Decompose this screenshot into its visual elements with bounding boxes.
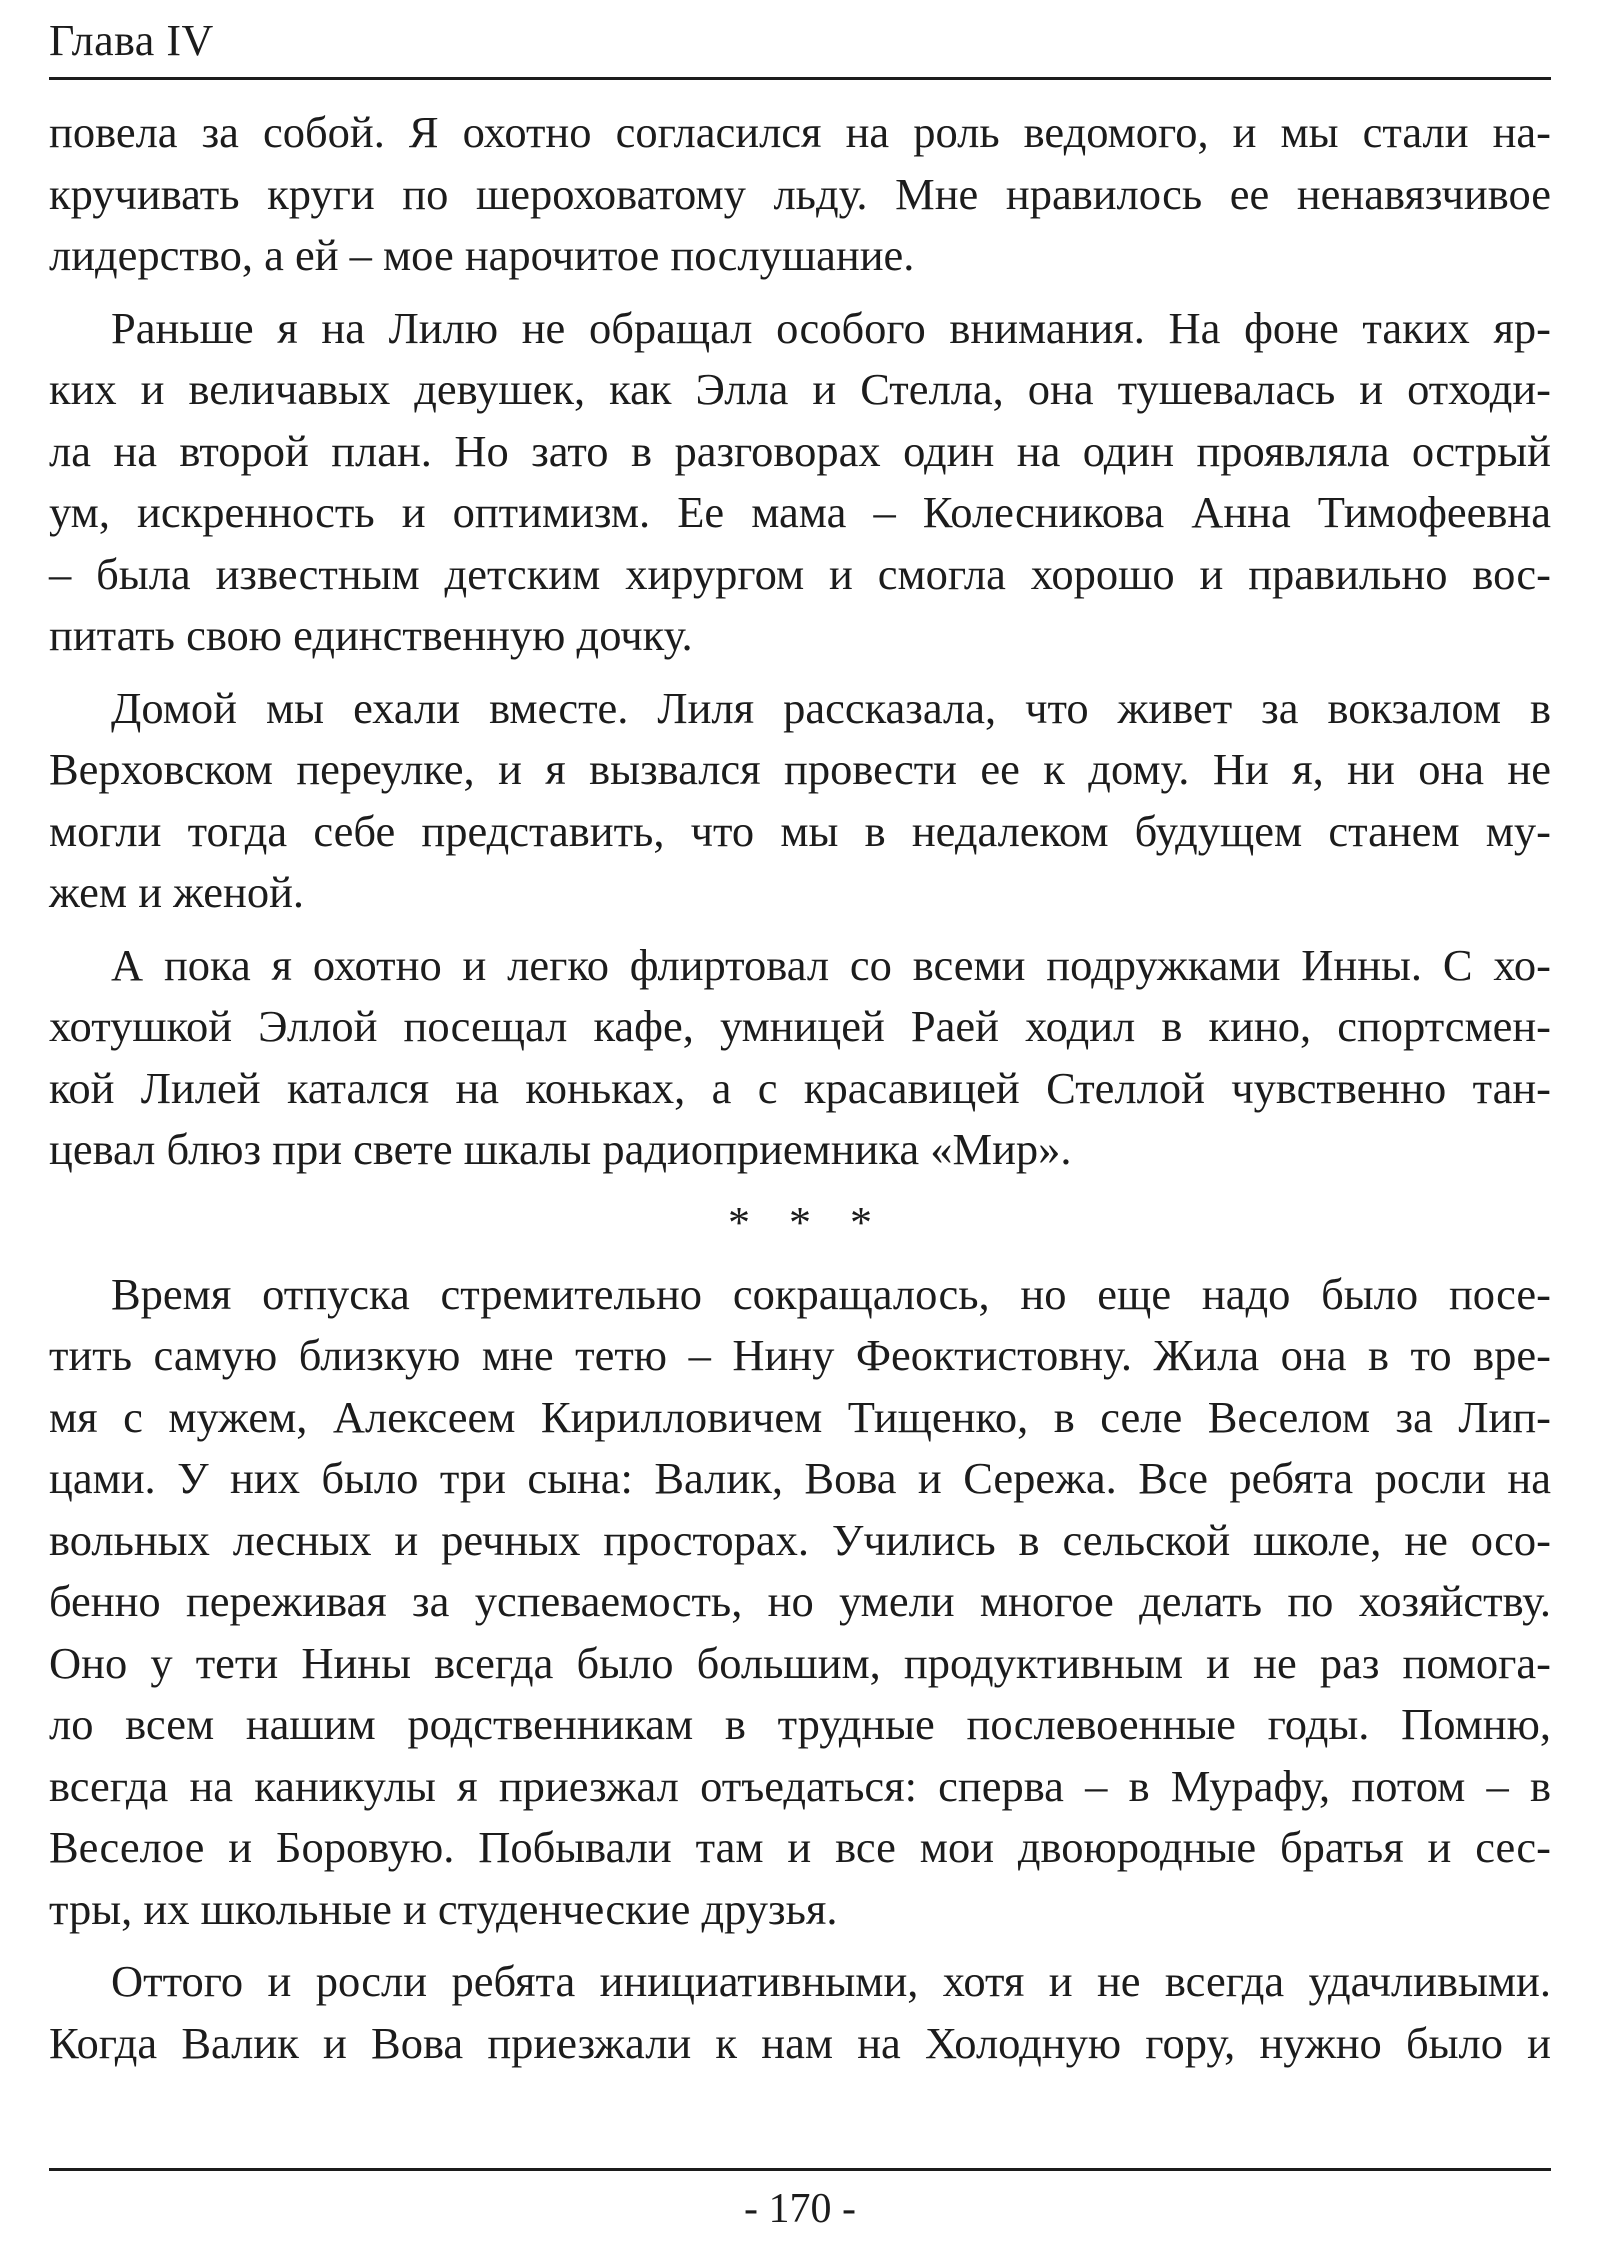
text-line: цевал блюз при свете шкалы радиоприемника «Мир». [49, 1124, 1072, 1174]
section-separator: * * * [728, 1197, 886, 1247]
text-line: питать свою единственную дочку. [49, 610, 693, 660]
text-line: Домой мы ехали вместе. Лиля рассказала, что живет за вокзалом в [111, 682, 1551, 733]
text-line: Верховском переулке, и я вызвался провести ее к дому. Ни я, ни она не [49, 744, 1551, 794]
text-line: хотушкой Эллой посещал кафе, умницей Раей ходил в кино, спортсмен- [49, 1001, 1551, 1051]
text-line: кой Лилей катался на коньках, а с красавицей Стеллой чувственно тан- [49, 1062, 1551, 1113]
text-line: Веселое и Боровую. Побывали там и все мои двоюродные братья и сес- [49, 1822, 1551, 1872]
book-page [49, 0, 1551, 2249]
text-line: бенно переживая за успеваемость, но умели многое делать по хозяйству. [49, 1576, 1551, 1626]
running-head: Глава IV [49, 16, 214, 65]
text-line: лидерство, а ей – мое нарочитое послушание. [49, 230, 915, 280]
paragraph-2 [49, 298, 1551, 667]
text-line: цами. У них было три сына: Валик, Вова и Сережа. Все ребята росли на [49, 1453, 1551, 1503]
text-line: тры, их школьные и студенческие друзья. [49, 1883, 838, 1934]
text-line: Раньше я на Лилю не обращал особого внимания. На фоне таких яр- [111, 302, 1551, 353]
text-line: Оно у тети Нины всегда было большим, продуктивным и не раз помога- [49, 1637, 1551, 1688]
text-line: А пока я охотно и легко флиртовал со всеми подружками Инны. С хо- [111, 939, 1551, 990]
paragraph-3 [49, 678, 1551, 924]
text-line: мя с мужем, Алексеем Кирилловичем Тищенко, в селе Веселом за Лип- [49, 1391, 1551, 1442]
page-number: - 170 - [744, 2186, 856, 2232]
text-line: кручивать круги по шероховатому льду. Мне нравилось ее ненавязчивое [49, 168, 1551, 219]
footer-rule [49, 2168, 1551, 2171]
header-rule [49, 77, 1551, 80]
paragraph-4 [49, 935, 1551, 1181]
text-line: повела за собой. Я охотно согласился на роль ведомого, и мы стали на- [49, 107, 1551, 157]
body-text [49, 102, 1551, 2085]
text-line: ум, искренность и оптимизм. Ее мама – Колесникова Анна Тимофеевна [49, 487, 1551, 537]
text-line: всегда на каникулы я приезжал отъедаться: сперва – в Мурафу, потом – в [49, 1760, 1551, 1811]
text-line: ло всем нашим родственникам в трудные послевоенные годы. Помню, [49, 1699, 1551, 1749]
text-line: Когда Валик и Вова приезжали к нам на Холодную гору, нужно было и [49, 2017, 1551, 2068]
paragraph-1 [49, 102, 1551, 287]
text-line: вольных лесных и речных просторах. Учились в сельской школе, не осо- [49, 1514, 1551, 1565]
text-line: жем и женой. [49, 867, 305, 917]
text-line: тить самую близкую мне тетю – Нину Феоктистовну. Жила она в то вре- [49, 1330, 1551, 1380]
text-line: – была известным детским хирургом и смогла хорошо и правильно вос- [49, 548, 1551, 599]
text-line: ла на второй план. Но зато в разговорах один на один проявляла острый [49, 425, 1551, 476]
text-line: Время отпуска стремительно сокращалось, но еще надо было посе- [111, 1268, 1551, 1319]
paragraph-6 [49, 1951, 1551, 2074]
text-line: могли тогда себе представить, что мы в недалеком будущем станем му- [49, 805, 1551, 856]
text-line: ких и величавых девушек, как Элла и Стелла, она тушевалась и отходи- [49, 364, 1551, 414]
paragraph-5 [49, 1264, 1551, 1941]
text-line: Оттого и росли ребята инициативными, хотя и не всегда удачливыми. [111, 1956, 1551, 2006]
